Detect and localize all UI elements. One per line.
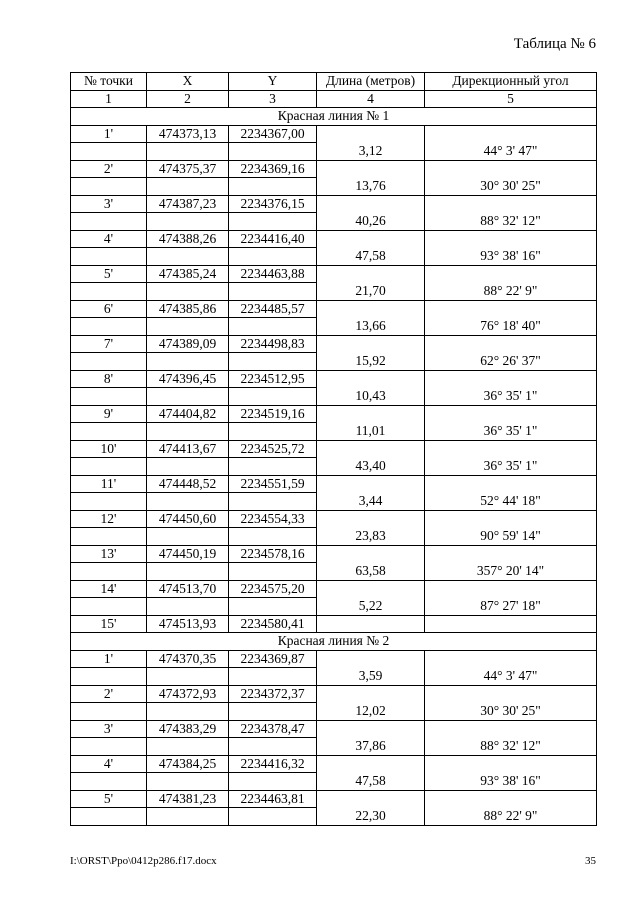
empty-cell [147,458,229,476]
empty-cell [71,493,147,511]
empty-cell [425,160,597,178]
point-row [71,475,597,493]
point-row [71,685,597,703]
point-number: 5' [71,790,147,808]
point-y: 2234378,47 [229,720,317,738]
point-x: 474370,35 [147,650,229,668]
segment-angle: 44° 3' 47" [425,668,597,686]
empty-cell [71,283,147,301]
point-row [71,265,597,283]
empty-cell [147,388,229,406]
point-number: 1' [71,125,147,143]
segment-length: 21,70 [317,283,425,301]
empty-cell [229,388,317,406]
point-x: 474389,09 [147,335,229,353]
empty-cell [71,668,147,686]
segment-length: 23,83 [317,528,425,546]
empty-cell [147,773,229,791]
point-row [71,650,597,668]
point-row [71,790,597,808]
empty-cell [317,335,425,353]
segment-row [71,423,597,441]
segment-angle: 30° 30' 25" [425,178,597,196]
segment-row [71,143,597,161]
point-row [71,195,597,213]
empty-cell [147,738,229,756]
point-y: 2234580,41 [229,615,317,633]
empty-cell [229,283,317,301]
point-number: 6' [71,300,147,318]
segment-angle: 87° 27' 18" [425,598,597,616]
point-x: 474450,60 [147,510,229,528]
segment-angle: 62° 26' 37" [425,353,597,371]
point-x: 474375,37 [147,160,229,178]
segment-angle: 44° 3' 47" [425,143,597,161]
empty-cell [147,493,229,511]
empty-cell [317,405,425,423]
empty-cell [71,388,147,406]
segment-length: 3,59 [317,668,425,686]
empty-cell [71,738,147,756]
point-y: 2234498,83 [229,335,317,353]
point-number: 1' [71,650,147,668]
empty-cell [71,318,147,336]
point-y: 2234416,40 [229,230,317,248]
segment-row [71,283,597,301]
empty-cell [317,195,425,213]
empty-cell [229,318,317,336]
point-x: 474383,29 [147,720,229,738]
header-y: Y [229,73,317,91]
point-row [71,300,597,318]
segment-row [71,458,597,476]
page-number: 35 [585,855,596,867]
point-y: 2234367,00 [229,125,317,143]
empty-cell [229,773,317,791]
segment-length: 47,58 [317,248,425,266]
segment-row [71,563,597,581]
section-title-row [71,633,597,651]
empty-cell [147,178,229,196]
empty-cell [147,563,229,581]
point-y: 2234512,95 [229,370,317,388]
empty-cell [317,580,425,598]
empty-cell [425,370,597,388]
empty-cell [147,808,229,826]
point-x: 474385,24 [147,265,229,283]
column-number: 4 [317,90,425,108]
empty-cell [425,265,597,283]
point-row [71,545,597,563]
segment-row [71,353,597,371]
segment-angle: 36° 35' 1" [425,423,597,441]
point-x: 474413,67 [147,440,229,458]
empty-cell [71,598,147,616]
empty-cell [229,178,317,196]
empty-cell [317,160,425,178]
empty-cell [317,440,425,458]
column-number-row [71,90,597,108]
empty-cell [229,738,317,756]
point-x: 474373,13 [147,125,229,143]
empty-cell [229,528,317,546]
empty-cell [229,458,317,476]
point-y: 2234578,16 [229,545,317,563]
point-row [71,160,597,178]
point-number: 4' [71,230,147,248]
segment-length: 47,58 [317,773,425,791]
empty-cell [147,528,229,546]
segment-row [71,598,597,616]
segment-row [71,808,597,826]
column-number: 3 [229,90,317,108]
empty-cell [147,283,229,301]
segment-row [71,388,597,406]
segment-length: 13,76 [317,178,425,196]
empty-cell [317,790,425,808]
point-y: 2234519,16 [229,405,317,423]
point-row [71,230,597,248]
point-x: 474387,23 [147,195,229,213]
point-row [71,615,597,633]
section-title: Красная линия № 1 [71,108,597,126]
segment-length: 63,58 [317,563,425,581]
point-row [71,125,597,143]
point-x: 474396,45 [147,370,229,388]
empty-cell [71,528,147,546]
empty-cell [317,755,425,773]
empty-cell [71,248,147,266]
point-number: 8' [71,370,147,388]
point-y: 2234575,20 [229,580,317,598]
segment-angle: 36° 35' 1" [425,458,597,476]
empty-cell [229,598,317,616]
segment-length: 12,02 [317,703,425,721]
empty-cell [229,493,317,511]
point-y: 2234369,87 [229,650,317,668]
point-row [71,720,597,738]
point-row [71,440,597,458]
empty-cell [147,143,229,161]
empty-cell [425,335,597,353]
empty-cell [147,703,229,721]
point-number: 3' [71,195,147,213]
segment-row [71,703,597,721]
point-x: 474513,70 [147,580,229,598]
empty-cell [425,300,597,318]
segment-row [71,528,597,546]
point-y: 2234463,81 [229,790,317,808]
segment-length: 43,40 [317,458,425,476]
empty-cell [425,230,597,248]
point-number: 3' [71,720,147,738]
segment-angle: 76° 18' 40" [425,318,597,336]
empty-cell [229,808,317,826]
empty-cell [71,423,147,441]
segment-row [71,738,597,756]
point-x: 474381,23 [147,790,229,808]
segment-row [71,178,597,196]
empty-cell [317,125,425,143]
point-number: 2' [71,685,147,703]
empty-cell [229,668,317,686]
empty-cell [229,143,317,161]
empty-cell [317,615,425,633]
point-y: 2234554,33 [229,510,317,528]
point-x: 474450,19 [147,545,229,563]
empty-cell [317,510,425,528]
empty-cell [425,545,597,563]
empty-cell [425,720,597,738]
empty-cell [71,458,147,476]
segment-row [71,318,597,336]
segment-length: 5,22 [317,598,425,616]
empty-cell [425,685,597,703]
point-y: 2234551,59 [229,475,317,493]
point-number: 10' [71,440,147,458]
segment-angle: 93° 38' 16" [425,248,597,266]
point-y: 2234372,37 [229,685,317,703]
segment-length: 15,92 [317,353,425,371]
point-number: 5' [71,265,147,283]
empty-cell [425,755,597,773]
segment-angle: 36° 35' 1" [425,388,597,406]
segment-angle: 90° 59' 14" [425,528,597,546]
empty-cell [147,598,229,616]
section-title-row [71,108,597,126]
segment-length: 13,66 [317,318,425,336]
segment-angle: 30° 30' 25" [425,703,597,721]
empty-cell [425,405,597,423]
point-row [71,335,597,353]
point-y: 2234416,32 [229,755,317,773]
empty-cell [71,808,147,826]
coordinates-table [70,72,597,826]
point-y: 2234463,88 [229,265,317,283]
segment-angle: 93° 38' 16" [425,773,597,791]
empty-cell [71,213,147,231]
point-x: 474404,82 [147,405,229,423]
empty-cell [229,213,317,231]
point-number: 4' [71,755,147,773]
point-x: 474385,86 [147,300,229,318]
segment-row [71,213,597,231]
point-y: 2234485,57 [229,300,317,318]
point-x: 474372,93 [147,685,229,703]
point-number: 12' [71,510,147,528]
empty-cell [147,248,229,266]
empty-cell [425,790,597,808]
empty-cell [317,300,425,318]
point-x: 474388,26 [147,230,229,248]
empty-cell [71,353,147,371]
header-x: X [147,73,229,91]
table-body [71,108,597,826]
empty-cell [425,580,597,598]
point-row [71,370,597,388]
empty-cell [71,703,147,721]
empty-cell [229,248,317,266]
segment-angle: 88° 32' 12" [425,213,597,231]
column-number: 2 [147,90,229,108]
empty-cell [71,143,147,161]
point-number: 13' [71,545,147,563]
segment-length: 3,12 [317,143,425,161]
empty-cell [229,353,317,371]
segment-angle: 88° 22' 9" [425,808,597,826]
point-row [71,510,597,528]
segment-angle: 88° 22' 9" [425,283,597,301]
point-number: 11' [71,475,147,493]
point-y: 2234376,15 [229,195,317,213]
empty-cell [425,650,597,668]
point-row [71,755,597,773]
empty-cell [317,650,425,668]
empty-cell [147,213,229,231]
empty-cell [317,685,425,703]
header-length: Длина (метров) [317,73,425,91]
empty-cell [425,125,597,143]
empty-cell [229,703,317,721]
point-y: 2234525,72 [229,440,317,458]
empty-cell [425,195,597,213]
empty-cell [425,440,597,458]
column-number: 5 [425,90,597,108]
point-x: 474384,25 [147,755,229,773]
point-row [71,405,597,423]
empty-cell [317,475,425,493]
section-title: Красная линия № 2 [71,633,597,651]
segment-angle: 88° 32' 12" [425,738,597,756]
segment-length: 22,30 [317,808,425,826]
point-x: 474448,52 [147,475,229,493]
segment-length: 37,86 [317,738,425,756]
empty-cell [317,265,425,283]
empty-cell [425,615,597,633]
segment-length: 11,01 [317,423,425,441]
segment-length: 3,44 [317,493,425,511]
empty-cell [147,423,229,441]
segment-angle: 52° 44' 18" [425,493,597,511]
empty-cell [71,563,147,581]
empty-cell [147,318,229,336]
empty-cell [317,370,425,388]
empty-cell [147,353,229,371]
header-row [71,73,597,91]
segment-angle: 357° 20' 14" [425,563,597,581]
empty-cell [317,545,425,563]
empty-cell [147,668,229,686]
segment-row [71,493,597,511]
empty-cell [317,720,425,738]
segment-row [71,668,597,686]
point-y: 2234369,16 [229,160,317,178]
empty-cell [317,230,425,248]
segment-length: 40,26 [317,213,425,231]
segment-row [71,773,597,791]
column-number: 1 [71,90,147,108]
empty-cell [229,423,317,441]
point-x: 474513,93 [147,615,229,633]
header-direction-angle: Дирекционный угол [425,73,597,91]
segment-length: 10,43 [317,388,425,406]
empty-cell [425,510,597,528]
point-number: 9' [71,405,147,423]
empty-cell [71,773,147,791]
point-number: 14' [71,580,147,598]
point-number: 2' [71,160,147,178]
point-number: 15' [71,615,147,633]
point-number: 7' [71,335,147,353]
footer-file-path: I:\ORST\Ppo\0412p286.f17.docx [70,855,217,867]
point-row [71,580,597,598]
segment-row [71,248,597,266]
empty-cell [71,178,147,196]
table-caption: Таблица № 6 [513,36,596,52]
header-point-number: № точки [71,73,147,91]
empty-cell [425,475,597,493]
empty-cell [229,563,317,581]
